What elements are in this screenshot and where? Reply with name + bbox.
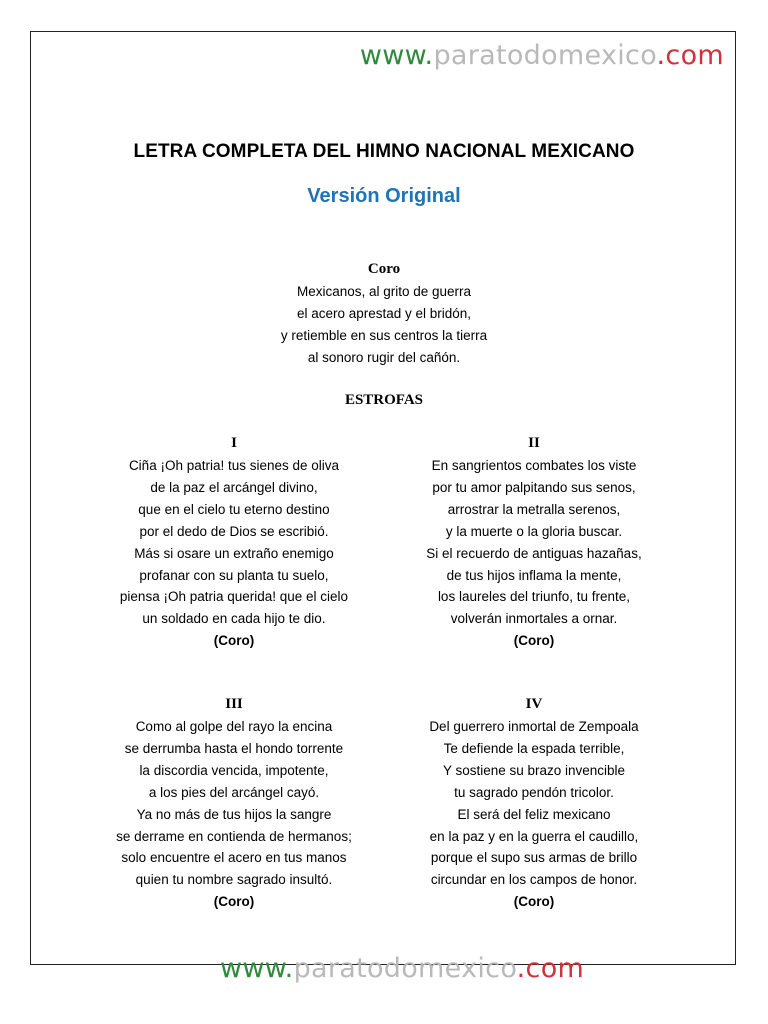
stanza-numeral: III (225, 696, 243, 712)
stanza-line: un soldado en cada hijo te dio. (142, 611, 326, 627)
document-subtitle: Versión Original (307, 185, 461, 207)
watermark-prefix: www. (359, 40, 434, 71)
website-watermark-bottom[interactable] (220, 953, 584, 984)
stanza-line: piensa ¡Oh patria querida! que el cielo (119, 589, 349, 605)
chorus-line: y retiemble en sus centros la tierra (280, 327, 488, 343)
chorus-line: Mexicanos, al grito de guerra (296, 284, 472, 299)
stanza-line: El será del feliz mexicano (457, 806, 611, 822)
estrofas-heading: ESTROFAS (344, 392, 424, 408)
stanza-line: Ya no más de tus hijos la sangre (136, 806, 332, 822)
stanza-line: Más si osare un extraño enemigo (134, 545, 334, 561)
stanza-line: volverán inmortales a ornar. (450, 611, 618, 627)
stanza-line: se derrame en contienda de hermanos; (116, 828, 352, 844)
stanza-line: Del guerrero inmortal de Zempoala (429, 719, 639, 734)
coro-reference: (Coro) (213, 633, 255, 649)
stanza-line: En sangrientos combates los viste (431, 458, 637, 473)
stanza-line: y la muerte o la gloria buscar. (445, 523, 623, 539)
watermark-name: paratodomexico (433, 40, 657, 71)
stanza-line: profanar con su planta tu suelo, (139, 567, 329, 583)
stanza-line: los laureles del triunfo, tu frente, (437, 589, 631, 605)
stanza-line: a los pies del arcángel cayó. (148, 784, 320, 800)
stanza-line: Ciña ¡Oh patria! tus sienes de oliva (128, 458, 340, 473)
stanza-1 (84, 455, 384, 652)
stanza-line: se derrumba hasta el hondo torrente (124, 740, 344, 756)
stanza-numeral: II (528, 435, 540, 451)
stanza-3 (84, 716, 384, 913)
stanza-line: que en el cielo tu eterno destino (138, 501, 330, 517)
stanza-line: Te defiende la espada terrible, (443, 740, 625, 756)
chorus-line: al sonoro rugir del cañón. (307, 349, 461, 365)
chorus-heading: Coro (367, 261, 401, 277)
stanza-line: porque el supo sus armas de brillo (430, 850, 638, 866)
stanza-line: por el dedo de Dios se escribió. (139, 523, 329, 539)
watermark-suffix: .com (656, 40, 724, 71)
coro-reference: (Coro) (513, 633, 555, 649)
chorus-line: el acero aprestad y el bridón, (296, 305, 472, 321)
document-title: LETRA COMPLETA DEL HIMNO NACIONAL MEXICANO (133, 141, 635, 162)
stanza-line: de la paz el arcángel divino, (150, 479, 318, 495)
coro-reference: (Coro) (513, 894, 555, 910)
coro-reference: (Coro) (213, 894, 255, 910)
stanza-line: circundar en los campos de honor. (430, 872, 638, 888)
stanza-line: Si el recuerdo de antiguas hazañas, (426, 545, 642, 561)
website-watermark-top[interactable] (360, 40, 724, 71)
stanza-line: tu sagrado pendón tricolor. (454, 784, 614, 800)
stanza-line: de tus hijos inflama la mente, (446, 567, 622, 583)
watermark-prefix: www. (220, 953, 294, 984)
stanza-2 (384, 455, 684, 652)
stanza-line: la discordia vencida, impotente, (139, 762, 329, 778)
stanza-line: en la paz y en la guerra el caudillo, (429, 828, 639, 844)
watermark-suffix: .com (516, 953, 585, 984)
stanza-line: solo encuentre el acero en tus manos (121, 850, 347, 866)
stanza-line: arrostrar la metralla serenos, (447, 501, 621, 517)
stanza-numeral: IV (525, 696, 543, 712)
stanza-numeral: I (231, 435, 237, 451)
stanza-line: Como al golpe del rayo la encina (135, 719, 333, 734)
stanza-line: por tu amor palpitando sus senos, (432, 479, 636, 495)
stanza-line: quien tu nombre sagrado insultó. (135, 872, 333, 888)
chorus-lines (0, 281, 768, 369)
stanza-4 (384, 716, 684, 913)
watermark-name: paratodomexico (293, 953, 517, 984)
stanza-line: Y sostiene su brazo invencible (442, 762, 626, 778)
